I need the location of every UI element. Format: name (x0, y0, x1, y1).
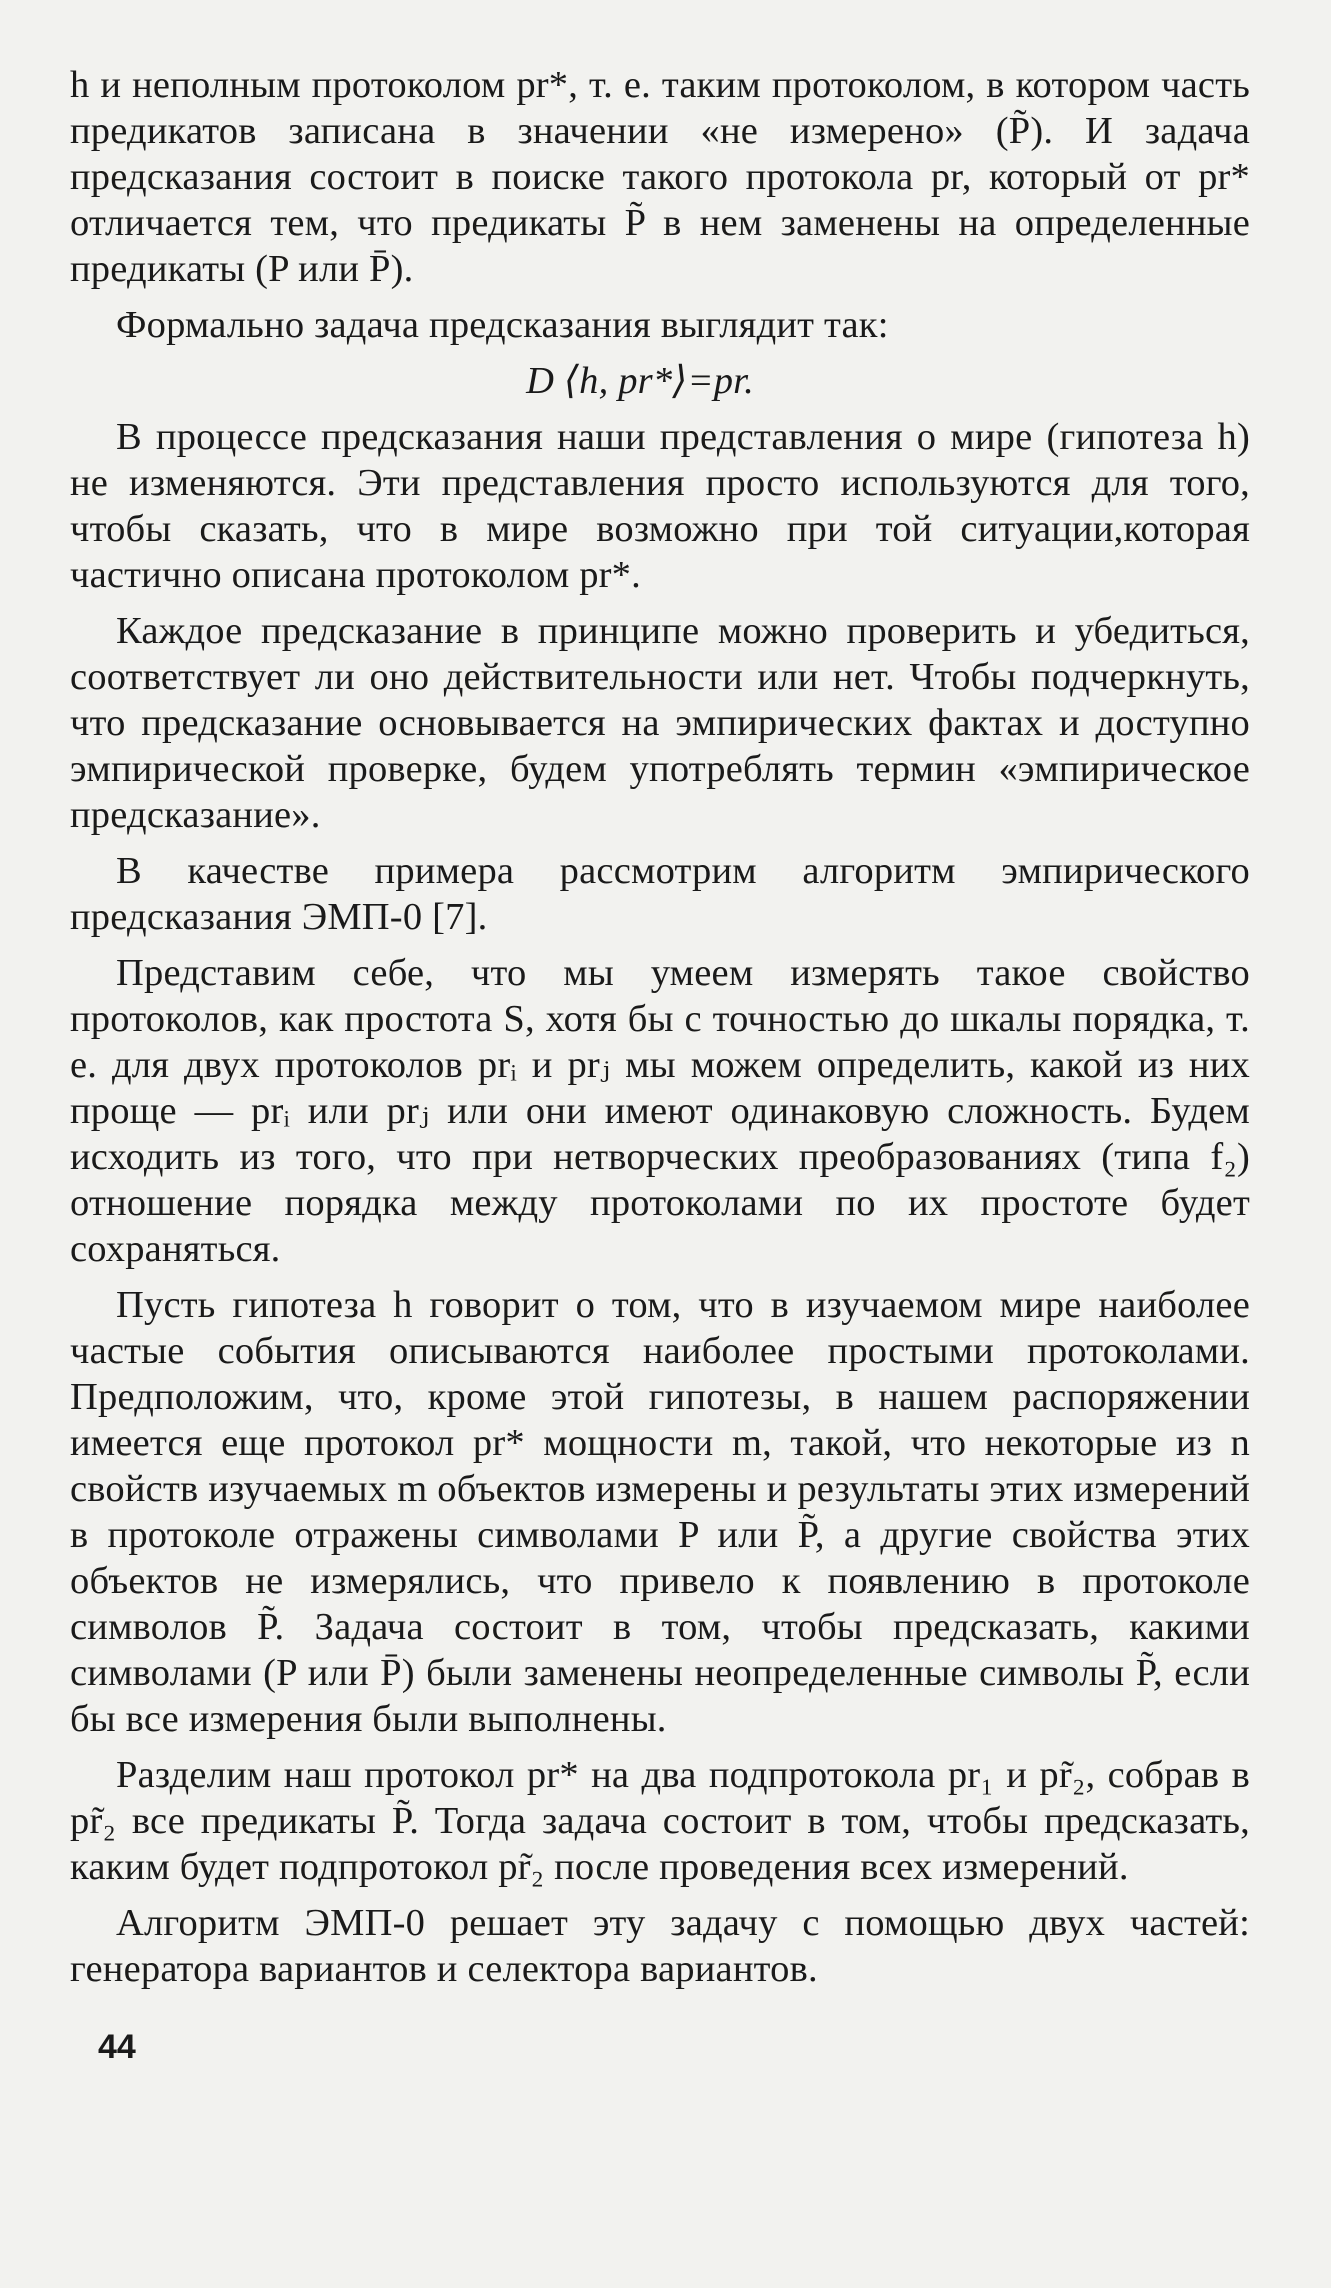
paragraph-3: В процессе предсказания наши представления о мире (гипотеза h) не изменяются. Эти представления просто используются для того, чтобы сказать, что в мире возможно при той ситуации,которая частично описана протоколом pr*. (70, 416, 1250, 596)
paragraph-9: Алгоритм ЭМП-0 решает эту задачу с помощью двух частей: генератора вариантов и селектора вариантов. (70, 1902, 1250, 1990)
paragraph-6: Представим себе, что мы умеем измерять такое свойство протоколов, как простота S, хотя бы с точностью до шкалы порядка, т. е. для двух протоколов prᵢ и prⱼ мы можем определить, какой из них проще — prᵢ или prⱼ или они имеют одинаковую сложность. Будем исходить из того, что при нетворческих преобразованиях (типа f₂) отношение порядка между протоколами по их простоте будет сохраняться. (70, 952, 1250, 1270)
paragraph-5: В качестве примера рассмотрим алгоритм эмпирического предсказания ЭМП-0 [7]. (70, 850, 1250, 938)
paragraph-1: h и неполным протоколом pr*, т. е. таким протоколом, в котором часть предикатов записана в значении «не измерено» (P̃). И задача предсказания состоит в поиске такого протокола pr, который от pr* отличается тем, что предикаты P̃ в нем заменены на определенные предикаты (P или P̄). (70, 64, 1250, 290)
paragraph-8: Разделим наш протокол pr* на два подпротокола pr₁ и pr̃₂, собрав в pr̃₂ все предикаты P̃. Тогда задача состоит в том, чтобы предсказать, каким будет подпротокол pr̃₂ после проведения всех измерений. (70, 1754, 1250, 1888)
paragraph-7: Пусть гипотеза h говорит о том, что в изучаемом мире наиболее частые события описываются наиболее простыми протоколами. Предположим, что, кроме этой гипотезы, в нашем распоряжении имеется еще протокол pr* мощности m, такой, что некоторые из n свойств изучаемых m объектов измерены и результаты этих измерений в протоколе отражены символами P или P̃, а другие свойства этих объектов не измерялись, что привело к появлению в протоколе символов P̃. Задача состоит в том, чтобы предсказать, какими символами (P или P̄) были заменены неопределенные символы P̃, если бы все измерения были выполнены. (70, 1284, 1250, 1740)
paragraph-2: Формально задача предсказания выглядит так: (116, 304, 889, 346)
formula: D ⟨h, pr*⟩=pr. (526, 360, 754, 402)
page-number: 44 (98, 2028, 136, 2066)
paragraph-4: Каждое предсказание в принципе можно проверить и убедиться, соответствует ли оно действительности или нет. Чтобы подчеркнуть, что предсказание основывается на эмпирических фактах и доступно эмпирической проверке, будем употреблять термин «эмпирическое предсказание». (70, 610, 1250, 836)
page-text-block (70, 62, 1250, 2002)
